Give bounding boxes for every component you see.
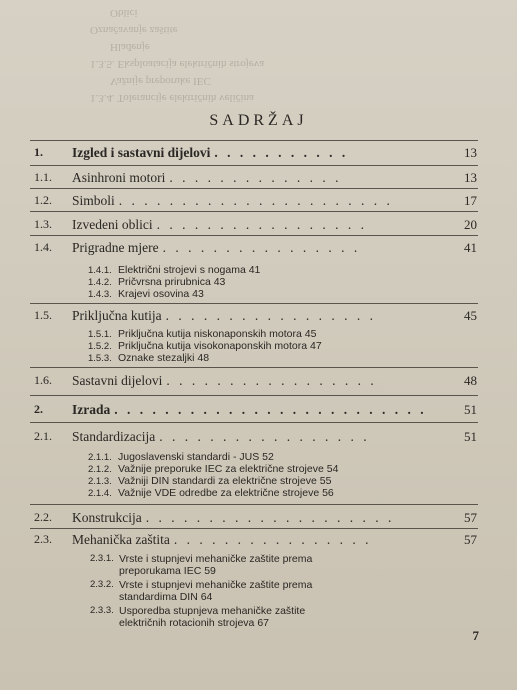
rule	[30, 211, 478, 212]
entry-number: 1.5.	[34, 308, 52, 322]
entry-page: 51	[464, 402, 477, 417]
subentry-number: 1.4.3.	[88, 289, 112, 300]
subentry-text: Priključna kutija niskonaponskih motora 45	[118, 328, 317, 340]
subentry-text: Važnije VDE odredbe za električne strojeve 56	[118, 487, 334, 499]
subentry-number: 1.5.3.	[88, 353, 112, 364]
subentry-text-line: preporukama IEC 59	[119, 565, 216, 577]
entry-page: 57	[464, 510, 477, 525]
toc-subentry[interactable]	[88, 288, 204, 301]
subentry-number: 1.5.1.	[88, 329, 112, 340]
entry-title: Priključna kutija . . . . . . . . . . . . . . . . .	[72, 308, 376, 323]
subentry-text-line: Vrste i stupnjevi mehaničke zaštite prema	[119, 553, 313, 565]
subentry-text-line: električnih rotacionih strojeva 67	[119, 617, 269, 629]
rule	[30, 188, 478, 189]
subentry-text: Važnije preporuke IEC za električne strojeve 54	[118, 463, 339, 475]
subentry-number: 1.4.2.	[88, 277, 112, 288]
entry-page: 45	[464, 308, 477, 323]
show-through-line: 1.3.4. Tolerancije električnih veličina	[90, 92, 254, 104]
entry-number: 1.	[34, 145, 43, 159]
entry-number: 1.4.	[34, 240, 52, 254]
subentry-text-line: Vrste i stupnjevi mehaničke zaštite prema	[119, 579, 313, 591]
rule	[30, 367, 478, 368]
subentry-text-line: Usporedba stupnjeva mehaničke zaštite	[119, 605, 306, 617]
entry-page: 13	[464, 145, 477, 160]
entry-title: Izrada . . . . . . . . . . . . . . . . . . . . . . . . .	[72, 402, 427, 417]
show-through-line: 1.3.5. Eksploatacija električnih strojeva	[90, 58, 265, 70]
top-rule	[30, 140, 478, 141]
entry-title: Standardizacija . . . . . . . . . . . . . . . . .	[72, 429, 370, 444]
entry-title: Izgled i sastavni dijelovi . . . . . . . . . . .	[72, 145, 349, 160]
subentry-text: Pričvrsna prirubnica 43	[118, 276, 226, 288]
entry-number: 1.1.	[34, 170, 52, 184]
subentry-number: 1.4.1.	[88, 265, 112, 276]
subentry-text: Jugoslavenski standardi - JUS 52	[118, 451, 274, 463]
show-through-line: Hlađenje	[110, 41, 150, 53]
subentry-number: 1.5.2.	[88, 341, 112, 352]
entry-number: 2.2.	[34, 510, 52, 524]
subentry-number: 2.3.1.	[90, 553, 114, 564]
rule	[30, 528, 478, 529]
entry-page: 17	[464, 193, 477, 208]
entry-number: 2.3.	[34, 532, 52, 546]
entry-title: Simboli . . . . . . . . . . . . . . . . . . . . . .	[72, 193, 393, 208]
page-number: 7	[472, 628, 479, 643]
entry-number: 1.6.	[34, 373, 52, 387]
toc-subentry[interactable]	[88, 352, 209, 365]
entry-title: Mehanička zaštita . . . . . . . . . . . . . . . .	[72, 532, 372, 547]
entry-number: 1.2.	[34, 193, 52, 207]
show-through-line: Označavanje zaštite	[90, 24, 178, 36]
rule	[30, 504, 478, 505]
rule	[30, 303, 478, 304]
subentry-text: Oznake stezaljki 48	[118, 352, 210, 364]
subentry-number: 2.1.2.	[88, 464, 112, 475]
subentry-text-line: standardima DIN 64	[119, 591, 213, 603]
show-through-line: Oblici	[110, 7, 138, 19]
entry-title: Asinhroni motori . . . . . . . . . . . . . .	[72, 170, 342, 185]
rule	[30, 395, 478, 396]
subentry-number: 2.3.2.	[90, 579, 114, 590]
entry-number: 1.3.	[34, 217, 52, 231]
subentry-number: 2.1.4.	[88, 488, 112, 499]
entry-page: 48	[464, 373, 477, 388]
entry-page: 20	[464, 217, 477, 232]
subentry-text: Električni strojevi s nogama 41	[118, 264, 261, 276]
entry-page: 57	[464, 532, 477, 547]
rule	[30, 165, 478, 166]
subentry-text: Priključna kutija visokonaponskih motora 47	[118, 340, 322, 352]
page-title: SADRŽAJ	[209, 112, 308, 129]
toc-subentry[interactable]	[88, 487, 334, 500]
entry-page: 13	[464, 170, 477, 185]
subentry-text: Važniji DIN standardi za električne strojeve 55	[118, 475, 332, 487]
entry-page: 51	[464, 429, 477, 444]
subentry-number: 2.3.3.	[90, 605, 114, 616]
entry-page: 41	[464, 240, 477, 255]
subentry-text: Krajevi osovina 43	[118, 288, 204, 300]
subentry-number: 2.1.3.	[88, 476, 112, 487]
rule	[30, 422, 478, 423]
show-through-line: Važnije preporuke IEC	[110, 75, 211, 87]
entry-title: Konstrukcija . . . . . . . . . . . . . . . . . . . .	[72, 510, 395, 525]
rule	[30, 235, 478, 236]
entry-number: 2.1.	[34, 429, 52, 443]
entry-title: Prigradne mjere . . . . . . . . . . . . . . . .	[72, 240, 361, 255]
entry-title: Izvedeni oblici . . . . . . . . . . . . . . . . .	[72, 217, 367, 232]
show-through-text	[0, 0, 517, 110]
entry-title: Sastavni dijelovi . . . . . . . . . . . . . . . . .	[72, 373, 377, 388]
subentry-number: 2.1.1.	[88, 452, 112, 463]
entry-number: 2.	[34, 402, 43, 416]
